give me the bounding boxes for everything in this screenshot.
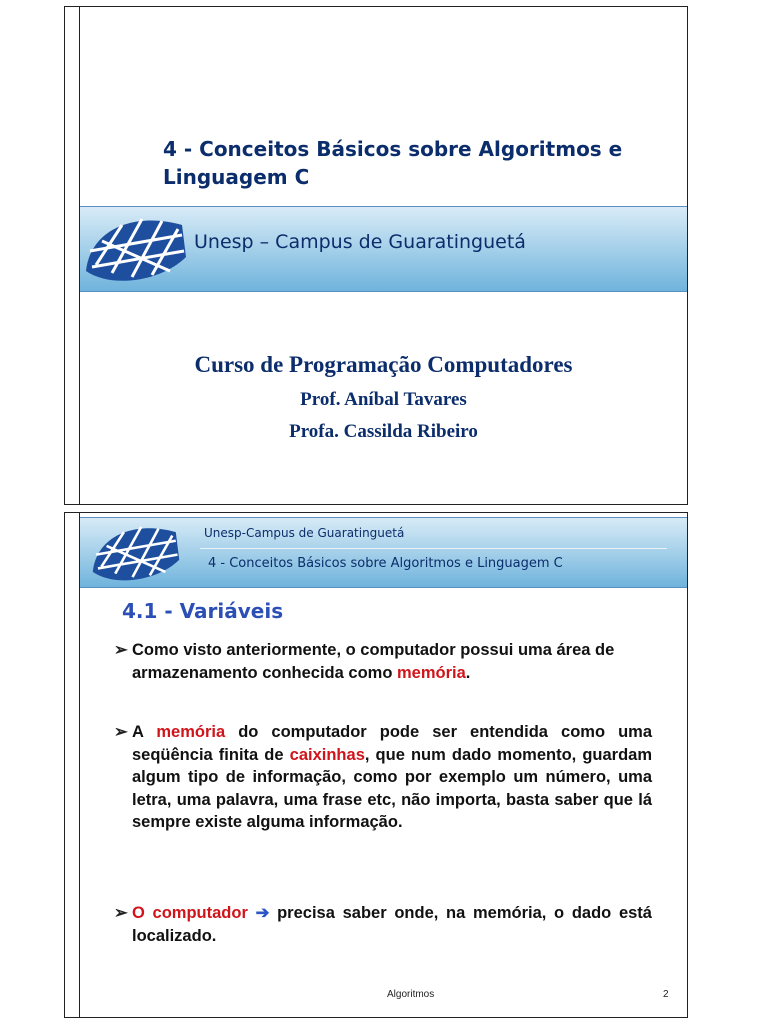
- bullet-2-text-a: A: [132, 723, 157, 741]
- unesp-banner: [80, 206, 687, 292]
- footer-label: Algoritmos: [387, 989, 435, 1000]
- bullet-2: [114, 721, 653, 834]
- slide-2-content: [79, 513, 687, 1017]
- bullet-3-text: precisa saber onde, na memória, o dado está localizado.: [132, 904, 652, 945]
- header-campus-text: Unesp-Campus de Guaratinguetá: [204, 526, 405, 540]
- bullet-2-text-c: , que num dado momento, guardam algum tipo de informação, como por exemplo um número, uma letra, uma palavra, uma frase etc, não importa, basta saber que lá sempre existe alguma informação.: [132, 745, 653, 831]
- slide-1-content: [79, 7, 687, 504]
- bullet-arrow-icon: ➢: [114, 723, 128, 741]
- slide-2-header-banner: [80, 517, 687, 588]
- unesp-logo-icon: [82, 211, 190, 285]
- right-arrow-icon: ➔: [255, 904, 270, 922]
- section-heading: 4.1 - Variáveis: [122, 599, 284, 623]
- slide-1-title: [163, 135, 683, 191]
- unesp-logo-icon: [82, 520, 190, 584]
- banner-campus-text: Unesp – Campus de Guaratinguetá: [194, 231, 526, 253]
- slide-1: [64, 6, 688, 505]
- title-line-2: Linguagem C: [163, 165, 310, 189]
- professor-2: Profa. Cassilda Ribeiro: [289, 421, 478, 442]
- professor-1: Prof. Aníbal Tavares: [300, 389, 467, 410]
- bullet-1-text: Como visto anteriormente, o computador possui uma área de armazenamento conhecida como: [132, 641, 615, 682]
- bullet-2-highlight-memoria: memória: [156, 723, 226, 741]
- bullet-3-highlight: O computador: [132, 904, 248, 922]
- bullet-1-highlight: memória: [397, 663, 466, 682]
- bullet-1: [114, 639, 652, 684]
- bullet-1-end: .: [465, 663, 471, 682]
- bullet-3: [114, 902, 652, 947]
- header-chapter-text: 4 - Conceitos Básicos sobre Algoritmos e Linguagem C: [208, 556, 563, 571]
- page-number: 2: [663, 989, 669, 1000]
- bullet-2-highlight-caixinhas: caixinhas: [289, 745, 365, 764]
- course-title: Curso de Programação Computadores: [194, 352, 573, 377]
- title-line-1: 4 - Conceitos Básicos sobre Algoritmos e: [163, 137, 623, 161]
- slide-2: [64, 512, 688, 1018]
- bullet-2-text-b: do computador pode ser entendida como uma seqüência finita de: [132, 723, 653, 764]
- bullet-arrow-icon: ➢: [114, 641, 128, 659]
- bullet-arrow-icon: ➢: [114, 904, 128, 922]
- header-divider: [200, 548, 667, 549]
